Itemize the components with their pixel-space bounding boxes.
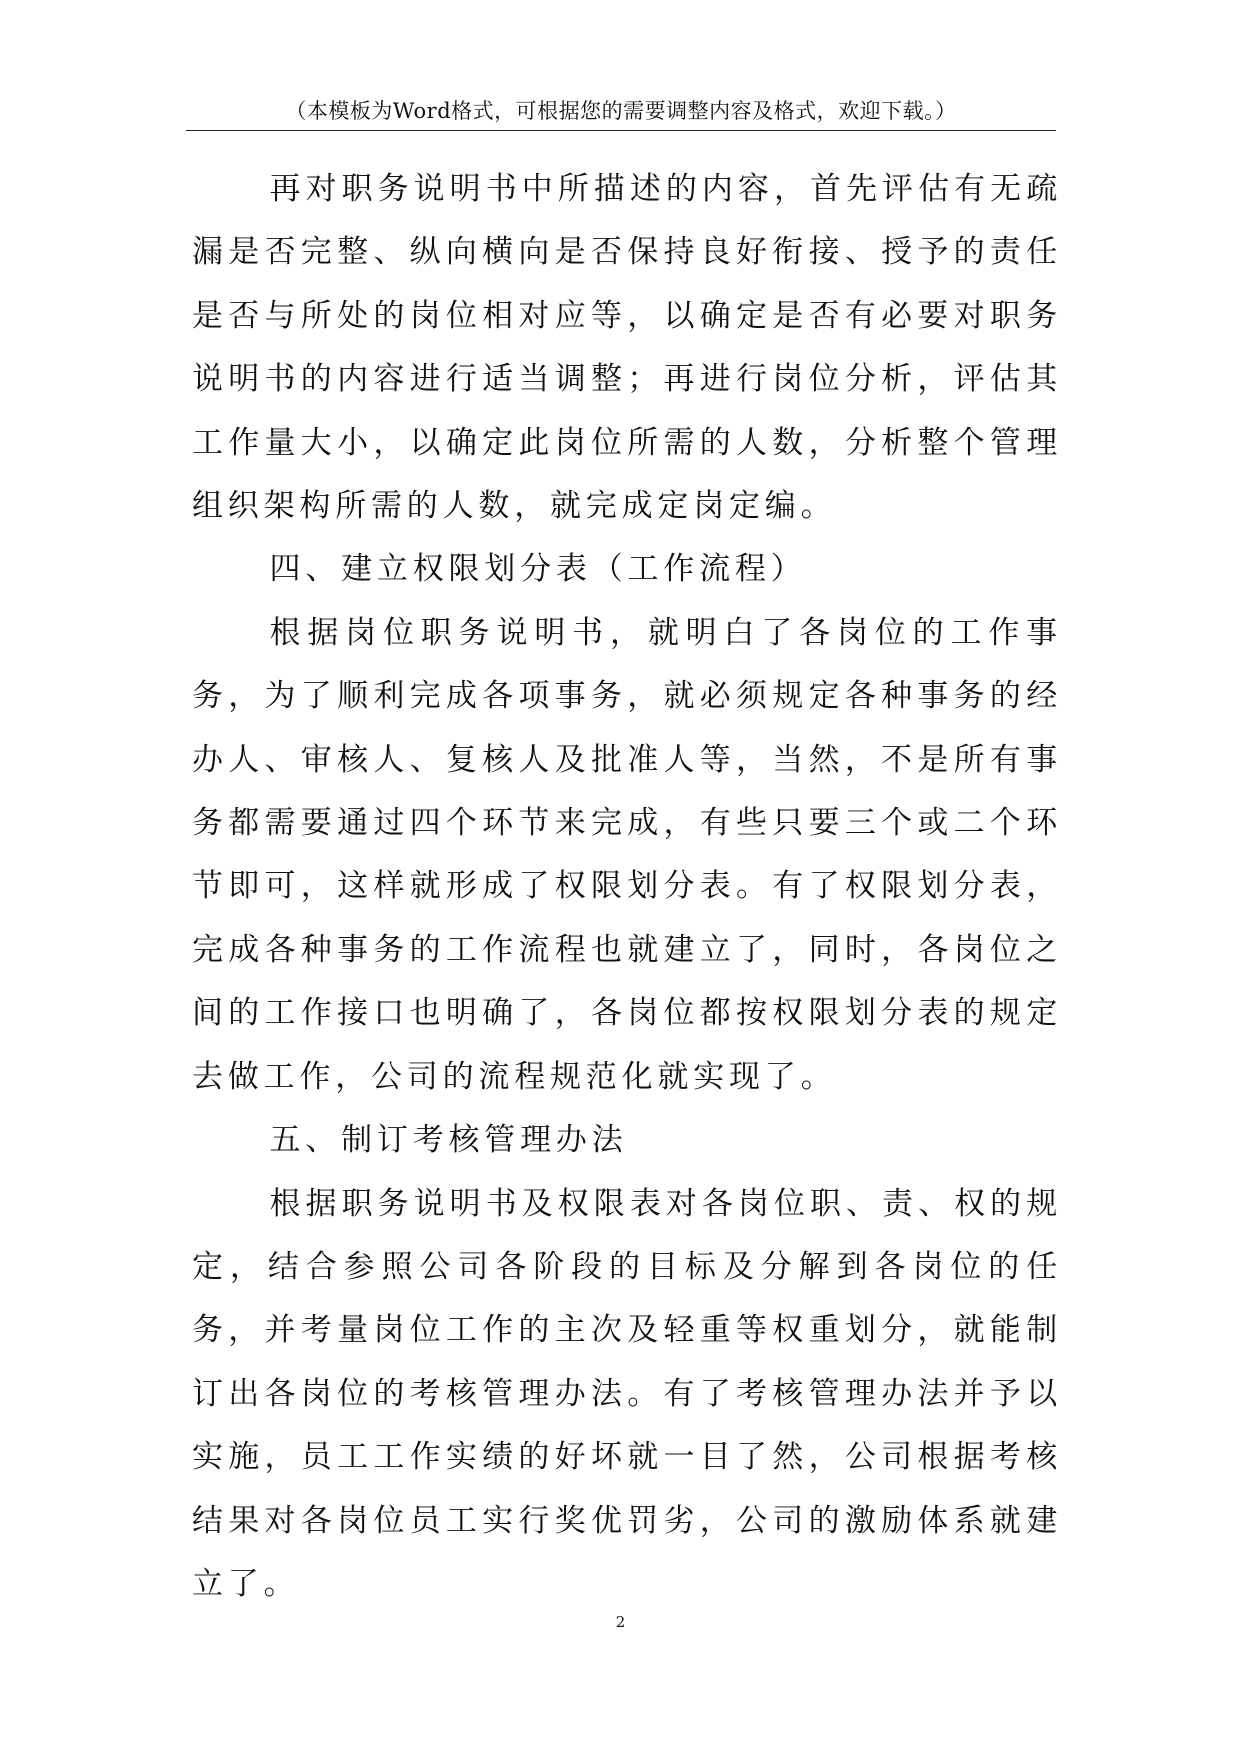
paragraph-assessment-method: 根据职务说明书及权限表对各岗位职、责、权的规定，结合参照公司各阶段的目标及分解到各岗位的任务，并考量岗位工作的主次及轻重等权重划分，就能制订出各岗位的考核管理办法。有了考核管理办法并予以实施，员工工作实绩的好坏就一目了然，公司根据考核结果对各岗位员工实行奖优罚劣，公司的激励体系就建立了。	[192, 1185, 1062, 1602]
page-number: 2	[615, 1613, 626, 1631]
template-note: （本模板为Word格式，可根据您的需要调整内容及格式，欢迎下载。）	[285, 99, 957, 123]
document-body	[192, 158, 1062, 1616]
section-heading-authority-table: 四、建立权限划分表（工作流程）	[269, 551, 807, 588]
paragraph-job-description-review: 再对职务说明书中所描述的内容，首先评估有无疏漏是否完整、纵向横向是否保持良好衔接、授予的责任是否与所处的岗位相对应等，以确定是否有必要对职务说明书的内容进行适当调整；再进行岗位分析，评估其工作量大小，以确定此岗位所需的人数，分析整个管理组织架构所需的人数，就完成定岗定编。	[192, 171, 1062, 525]
section-heading-assessment-method: 五、制订考核管理办法	[269, 1122, 628, 1159]
page-header	[186, 98, 1056, 131]
paragraph-authority-table: 根据岗位职务说明书，就明白了各岗位的工作事务，为了顺利完成各项事务，就必须规定各种事务的经办人、审核人、复核人及批准人等，当然，不是所有事务都需要通过四个环节来完成，有些只要三个或二个环节即可，这样就形成了权限划分表。有了权限划分表，完成各种事务的工作流程也就建立了，同时，各岗位之间的工作接口也明确了，各岗位都按权限划分表的规定去做工作，公司的流程规范化就实现了。	[192, 614, 1062, 1095]
